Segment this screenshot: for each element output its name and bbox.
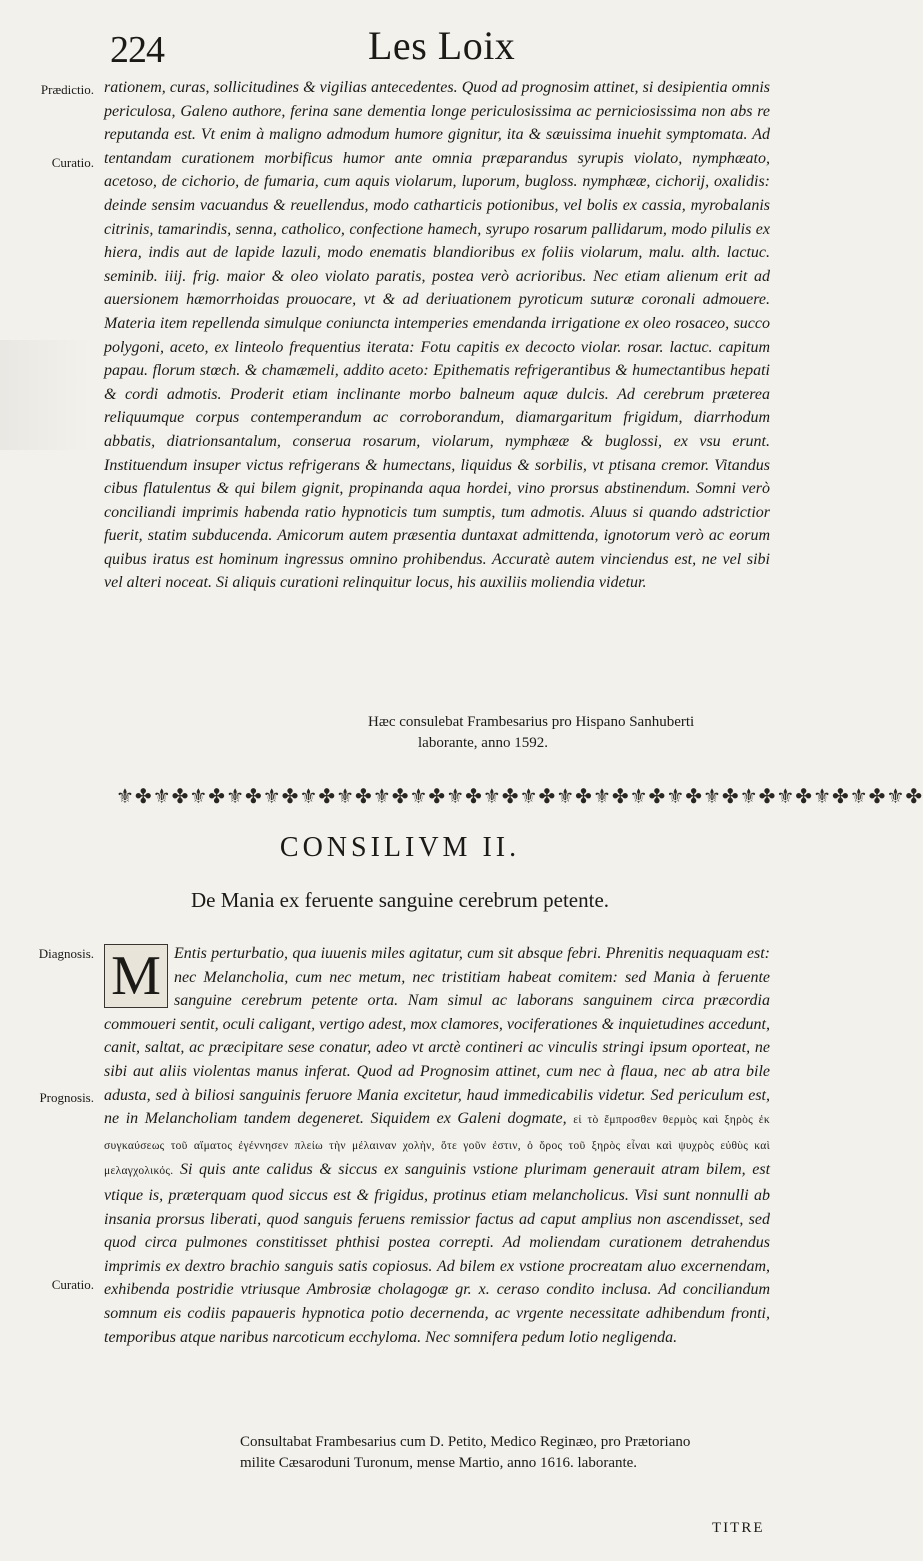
margin-note-curatio: Curatio. <box>51 155 94 170</box>
show-through-shadow <box>0 340 92 450</box>
signature-line: laborante, anno 1592. <box>418 735 548 751</box>
consilium-1-signature <box>368 712 694 754</box>
margin-note-prognosis: Prognosis. <box>39 1090 94 1105</box>
signature-line: Hæc consulebat Frambesarius pro Hispano Sanhuberti <box>368 714 695 730</box>
section-subheading: De Mania ex feruente sanguine cerebrum petente. <box>190 888 610 912</box>
margin-note-diagnosis: Diagnosis. <box>38 946 94 961</box>
margin-note-praedictio: Prædictio. <box>40 82 94 97</box>
section-heading: CONSILIVM II. <box>279 832 521 863</box>
consilium-2-signature <box>240 1432 690 1474</box>
signature-line: Consultabat Frambesarius cum D. Petito, Medico Reginæo, pro Prætoriano <box>240 1434 691 1450</box>
catchword: TITRE <box>712 1520 765 1536</box>
decorated-initial: M <box>104 944 168 1008</box>
running-title: Les Loix <box>368 23 516 68</box>
greek-quotation: εἰ τὸ ἔμπροσθεν θερμὸς καὶ ξηρὸς ἐκ συγκαύσεως τοῦ αἵματος ἐγέννησεν πλείω τὴν μέλαιναν χολὴν, ὅτε γοῦν ἐστιν, ὁ ὅρος τοῦ ξηρὸς εἶναι καὶ ψυχρὸς εὐθὺς καὶ μελαγχολικός. <box>104 1114 771 1178</box>
page-number: 224 <box>110 29 164 71</box>
consilium-1-body <box>104 76 770 595</box>
ornament-band: ⚜✤⚜✤⚜✤⚜✤⚜✤⚜✤⚜✤⚜✤⚜✤⚜✤⚜✤⚜✤⚜✤⚜✤⚜✤⚜✤⚜✤⚜✤⚜✤⚜✤⚜✤⚜✤ <box>116 784 923 808</box>
signature-line: milite Cæsaroduni Turonum, mense Martio, anno 1616. laborante. <box>240 1455 638 1471</box>
consilium-2-text: Entis perturbatio, qua iuuenis miles agitatur, cum sit absque febri. Phrenitis nequaquam est: nec Melancholia, cum nec metum, nec tristitiam habeat comitem: sed Mania à feruente sanguine cerebrum petente orta. Nam simul ac laborans sanguinem circa præcordia commoueri sentit, oculi caligant, vertigo adest, mox clamores, vociferationes & inquietudines accedunt, canit, saltat, ac præcipitare sese conatur, adeo vt arctè contineri ac vinculis stringi ipsum oporteat, ne sibi aut aliis violentas manus inferat. Quod ad Prognosim attinet, cum nec à flaua, nec ab atra bile adusta, sed à biliosi sanguinis feruore Mania excitetur, haud immedicabilis videtur. Sed periculum est, ne in Melancholiam tandem degeneret. Siquidem ex Galeni dogmate, <box>104 945 770 1128</box>
consilium-1-text: rationem, curas, sollicitudines & vigilias antecedentes. Quod ad prognosim attinet, si desipientia omnis periculosa, Galeno authore, ferina sane dementia longe periculosissima ac perniciosissima non abs re reputanda est. Vt enim à maligno admodum humore gignitur, ita & sæuissima inuehit symptomata. Ad tentandam curationem morbificus humor ante omnia præparandus syrupis violato, nymphæato, acetoso, de cichorio, de fumaria, cum aquis violarum, luporum, bugloss. nymphææ, cichorij, oxalidis: deinde sensim vacuandus & reuellendus, modo catharticis potionibus, vel bolis ex cassia, myrobalanis citrinis, tamarindis, senna, catholico, confectione hamech, syrupo rosarum pallidarum, modo pilulis ex hiera, indis aut de lapide lazuli, modo enematis blandioribus ex foliis violarum, malu. alth. lactuc. seminib. iiij. frig. maior & oleo violato paratis, postea verò acrioribus. Nec etiam alienum erit ad auersionem hæmorrhoidas prouocare, vt & ad deriuationem pyroticum suturæ coronali admouere. Materia item repellenda simulque coniuncta intemperies emendanda irrigatione ex oleo rosaceo, succo polygoni, aceto, ex linteolo frequentius iterata: Fotu capitis ex decocto violar. rosar. lactuc. capitum papau. florum stœch. & chamæmeli, addito aceto: Epithematis refrigerantibus & humectantibus hepati & cordi admotis. Proderit etiam inclinante morbo balneum aquæ dulcis. Ad cerebrum præterea reliquumque corpus contemperandum ac corroborandum, diamargaritum frigidum, diarrhodum abbatis, diatrionsantalum, conserua rosarum, violarum, nymphææ & buglossi, ex vsu erunt. Instituendum insuper victus refrigerans & humectans, liquidus & sorbilis, vt ptisana cremor. Vitandus cibus flatulentus & qui bilem gignit, propinanda aqua hordei, vino prorsus abstinendum. Somni verò conciliandi imprimis habenda ratio hypnoticis tum sumptis, tum admotis. Aluus si quando adstrictior fuerit, statim subducenda. Amicorum autem præsentia duntaxat admittenda, ignotorum verò ac eorum quibus iratus est hominum ingressus omnino prohibendus. Accuratè autem vinciendus est, ne vel sibi vel alteri noceat. Si aliquis curationi relinquitur locus, his auxiliis moliendia videtur. <box>104 79 770 592</box>
margin-note-curatio: Curatio. <box>51 1277 94 1292</box>
consilium-2-text: Si quis ante calidus & siccus ex sanguinis vstione plurimam generauit atram bilem, est vtique is, præterquam quod siccus est & frigidus, protinus etiam melancholicus. Visi sunt nonnulli ab insania prorsus liberati, quod sanguis feruens remissior factus ad caput amplius non ascendisset, sed quod circa pulmones constitisset phthisi postea correpti. Ad moliendam curationem detrahendus imprimis ex dextro brachio sanguis satis copiosus. Ad bilem ex vstione procreatam aluo excernendam, exhibenda postridie vtriusque Ambrosiæ cholagogæ gr. x. ceraso condito inclusa. Ad conciliandum somnum eis codiis papaueris hypnotica potio decernenda, ac vrgente necessitate adhibendum fronti, temporibus atque naribus narcoticum ecchyloma. Nec somnifera pedum lotio negligenda. <box>104 1161 771 1346</box>
consilium-2-body <box>104 942 770 1349</box>
